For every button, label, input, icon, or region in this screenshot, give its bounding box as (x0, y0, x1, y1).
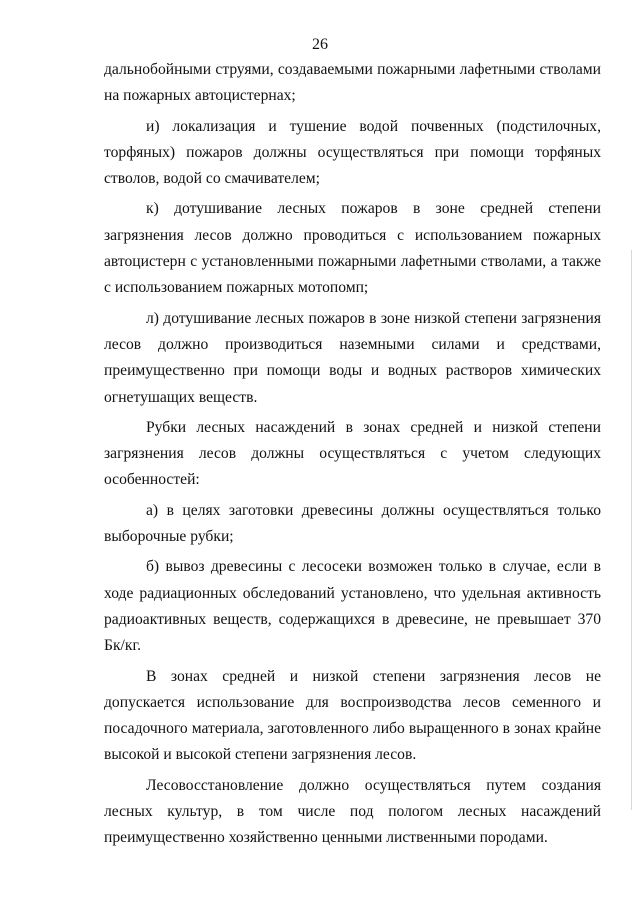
paragraph-item-i: и) локализация и тушение водой почвенных (подстилочных, торфяных) пожаров должны осуществляться при помощи торфяных стволов, водой со смачивателем; (104, 117, 601, 188)
paragraph-item-k: к) дотушивание лесных пожаров в зоне средней степени загрязнения лесов должно проводиться с использованием пожарных автоцистерн с установленными пожарными лафетными стволами, а также с использованием пожарных мотопомп; (104, 200, 601, 297)
paragraph-continuation: дальнобойными струями, создаваемыми пожарными лафетными стволами на пожарных автоцистернах; (104, 61, 601, 105)
scan-edge-line (631, 250, 632, 810)
paragraph-item-l: л) дотушивание лесных пожаров в зоне низкой степени загрязнения лесов должно производиться наземными силами и средствами, преимущественно при помощи воды и водных растворов химических огнетушащих веществ. (104, 309, 601, 406)
paragraph-item-a: а) в целях заготовки древесины должны осуществляться только выборочные рубки; (104, 501, 601, 546)
document-body (104, 57, 601, 856)
paragraph-seed-material: В зонах средней и низкой степени загрязнения лесов не допускается использование для воспроизводства лесов семенного и посадочного материала, заготовленного либо выращенного в зонах крайне высокой и высокой степени загрязнения лесов. (104, 667, 601, 764)
paragraph-item-b: б) вывоз древесины с лесосеки возможен только в случае, если в ходе радиационных обследований установлено, что удельная активность радиоактивных веществ, содержащихся в древесине, не превышает 370 Бк/кг. (104, 558, 601, 655)
page-number: 26 (312, 36, 328, 53)
paragraph-reforestation: Лесовосстановление должно осуществляться путем создания лесных культур, в том числе под пологом лесных насаждений преимущественно хозяйственно ценными лиственными породами. (104, 776, 601, 847)
paragraph-felling-intro: Рубки лесных насаждений в зонах средней и низкой степени загрязнения лесов должны осуществляться с учетом следующих особенностей: (104, 418, 601, 489)
